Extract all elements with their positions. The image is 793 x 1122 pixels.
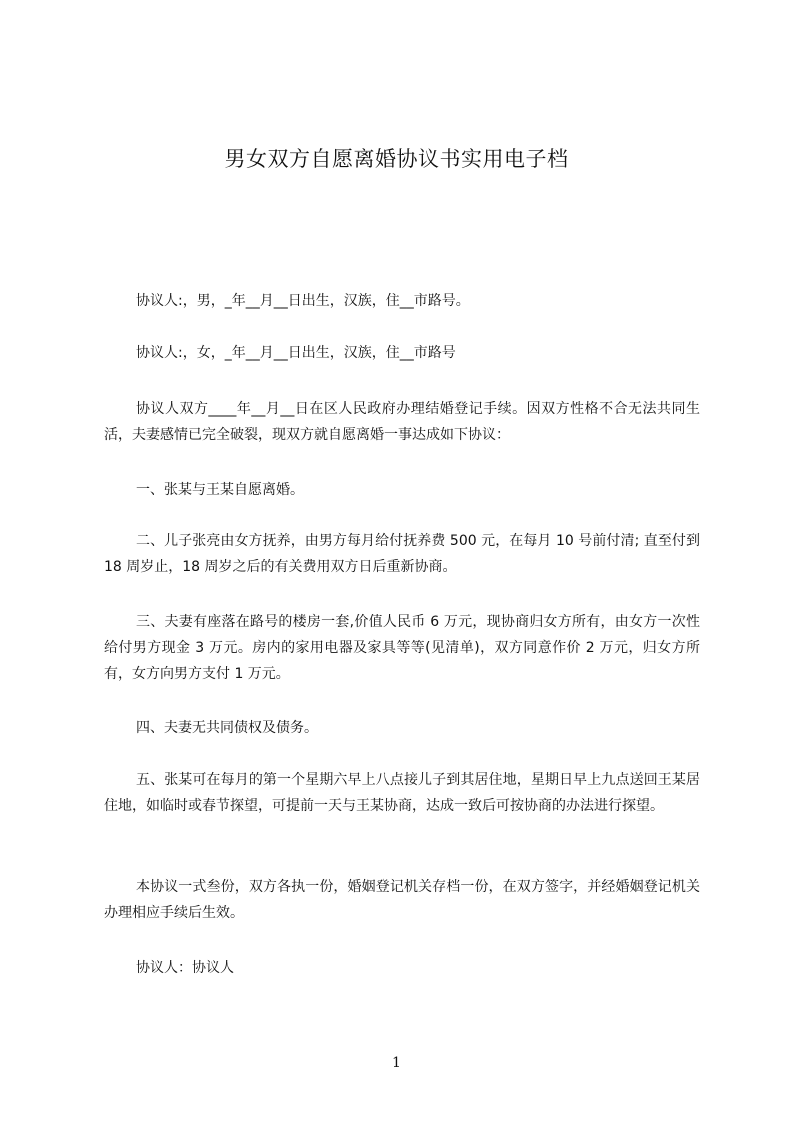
document-title: 男女双方自愿离婚协议书实用电子档 (224, 147, 569, 171)
party-male-line: 协议人:，男，_年__月__日出生，汉族，住__市路号。 (136, 293, 470, 309)
clause-4: 四、夫妻无共同债权及债务。 (136, 720, 318, 736)
clause-1: 一、张某与王某自愿离婚。 (136, 482, 304, 498)
clause-5: 五、张某可在每月的第一个星期六早上八点接儿子到其居住地，星期日早上九点送回王某居住地，如临时或春节探望，可提前一天与王某协商，达成一致后可按协商的办法进行探望。 (104, 772, 700, 814)
clause-2: 二、儿子张亮由女方抚养，由男方每月给付抚养费 500 元，在每月 10 号前付清; 直至付到 18 周岁止，18 周岁之后的有关费用双方日后重新协商。 (104, 533, 700, 575)
clause-3: 三、夫妻有座落在路号的楼房一套,价值人民币 6 万元，现协商归女方所有，由女方一次性给付男方现金 3 万元。房内的家用电器及家具等等(见清单)，双方同意作价 2 万元，归女方所有，女方向男方支付 1 万元。 (104, 614, 700, 682)
agreement-validity-paragraph: 本协议一式叁份，双方各执一份，婚姻登记机关存档一份，在双方签字，并经婚姻登记机关办理相应手续后生效。 (104, 879, 700, 921)
page-number: 1 (392, 1055, 401, 1071)
signature-line: 协议人：协议人 (136, 960, 234, 976)
party-female-line: 协议人:，女，_年__月__日出生，汉族，住__市路号 (136, 345, 456, 361)
intro-paragraph: 协议人双方____年__月__日在区人民政府办理结婚登记手续。因双方性格不合无法共同生活，夫妻感情已完全破裂，现双方就自愿离婚一事达成如下协议： (104, 401, 700, 443)
